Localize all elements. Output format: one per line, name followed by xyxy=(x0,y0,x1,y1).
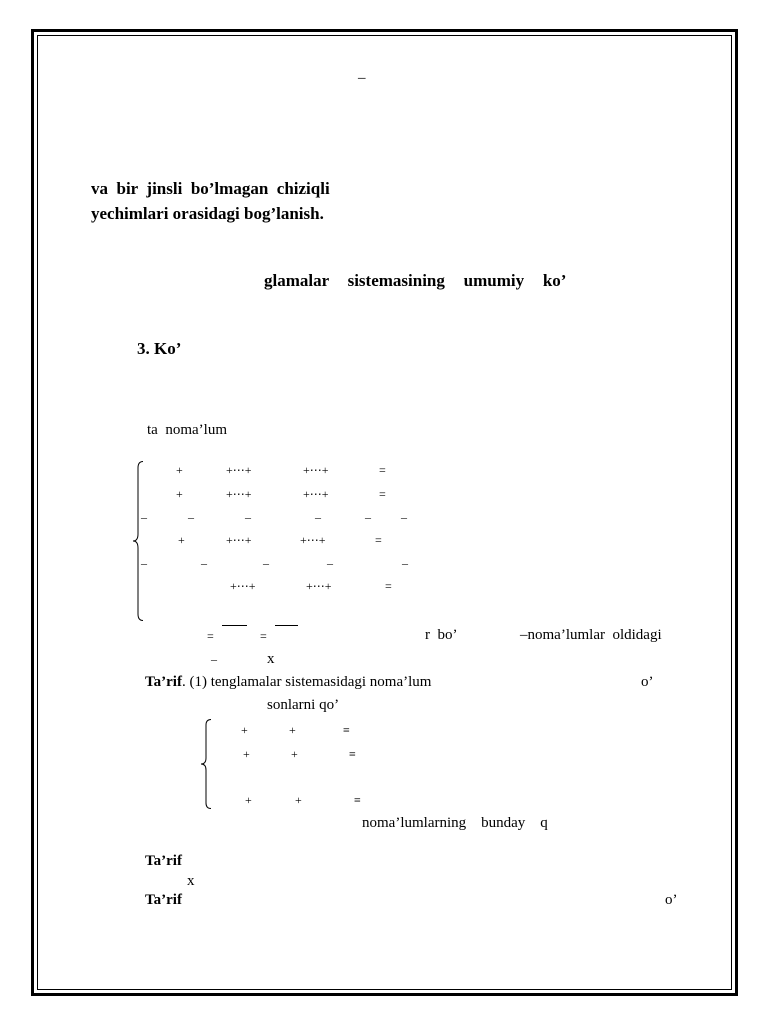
system1-symbol: – xyxy=(401,510,407,524)
system2-symbol: + xyxy=(291,747,298,761)
system1-symbol: = xyxy=(379,463,386,477)
system2-symbol: + xyxy=(245,793,252,807)
system2-symbol: + xyxy=(295,793,302,807)
definition-text: . (1) tenglamalar sistemasidagi noma’lum xyxy=(181,674,432,690)
system1-symbol: – xyxy=(201,556,207,570)
system2-symbol: + xyxy=(289,723,296,737)
notation-dash: – xyxy=(211,652,217,666)
intro-text: ta noma’lum xyxy=(147,422,227,438)
system1-symbol: +⋯+ xyxy=(226,487,252,501)
system2-left-brace xyxy=(200,719,212,809)
overline-mark xyxy=(275,625,298,626)
notation-equals: = xyxy=(207,629,214,643)
system1-symbol: – xyxy=(245,510,251,524)
top-dash-mark: – xyxy=(358,70,366,86)
notation-x: x xyxy=(267,651,275,667)
subheading: glamalar sistemasining umumiy ko’ xyxy=(264,271,567,290)
system1-symbol: – xyxy=(402,556,408,570)
system2-symbol: + xyxy=(243,747,250,761)
system1-symbol: +⋯+ xyxy=(230,579,256,593)
notation-text: r bo’ xyxy=(425,627,458,643)
system2-symbol: ≡ xyxy=(349,747,356,761)
definition-1-line-2: sonlarni qo’ xyxy=(267,697,340,713)
definition-1 xyxy=(145,675,431,690)
system1-symbol: – xyxy=(365,510,371,524)
system1-symbol: +⋯+ xyxy=(226,463,252,477)
definition-label: Ta’rif xyxy=(145,674,182,690)
definition-2-label: Ta’rif xyxy=(145,853,182,869)
system1-symbol: – xyxy=(327,556,333,570)
system1-symbol: – xyxy=(188,510,194,524)
system1-symbol: +⋯+ xyxy=(303,487,329,501)
system1-symbol: + xyxy=(176,463,183,477)
system1-symbol: +⋯+ xyxy=(306,579,332,593)
system1-symbol: = xyxy=(385,579,392,593)
system1-symbol: – xyxy=(315,510,321,524)
overline-mark xyxy=(222,625,247,626)
system1-symbol: = xyxy=(379,487,386,501)
system1-left-brace xyxy=(132,461,144,621)
definition-3-suffix: o’ xyxy=(665,892,678,908)
system2-symbol: ≡ xyxy=(343,723,350,737)
notation-equals: = xyxy=(260,629,267,643)
system2-symbol: + xyxy=(241,723,248,737)
system1-symbol: +⋯+ xyxy=(226,533,252,547)
after-system2-text: noma’lumlarning bunday q xyxy=(362,815,548,831)
system1-symbol: – xyxy=(141,556,147,570)
system1-symbol: +⋯+ xyxy=(300,533,326,547)
definition-3-label: Ta’rif xyxy=(145,892,182,908)
system2-symbol: ≡ xyxy=(354,793,361,807)
definition-2-x: x xyxy=(187,873,195,889)
system1-symbol: + xyxy=(178,533,185,547)
section-title: 3. Ko’ xyxy=(137,339,182,358)
heading-line-2: yechimlari orasidagi bog’lanish. xyxy=(91,204,324,223)
system1-symbol: = xyxy=(375,533,382,547)
notation-text: –noma’lumlar oldidagi xyxy=(520,627,662,643)
system1-symbol: + xyxy=(176,487,183,501)
system1-symbol: – xyxy=(141,510,147,524)
definition-1-suffix: o’ xyxy=(641,674,654,690)
system1-symbol: +⋯+ xyxy=(303,463,329,477)
system1-symbol: – xyxy=(263,556,269,570)
heading-line-1: va bir jinsli bo’lmagan chiziqli xyxy=(91,179,330,198)
